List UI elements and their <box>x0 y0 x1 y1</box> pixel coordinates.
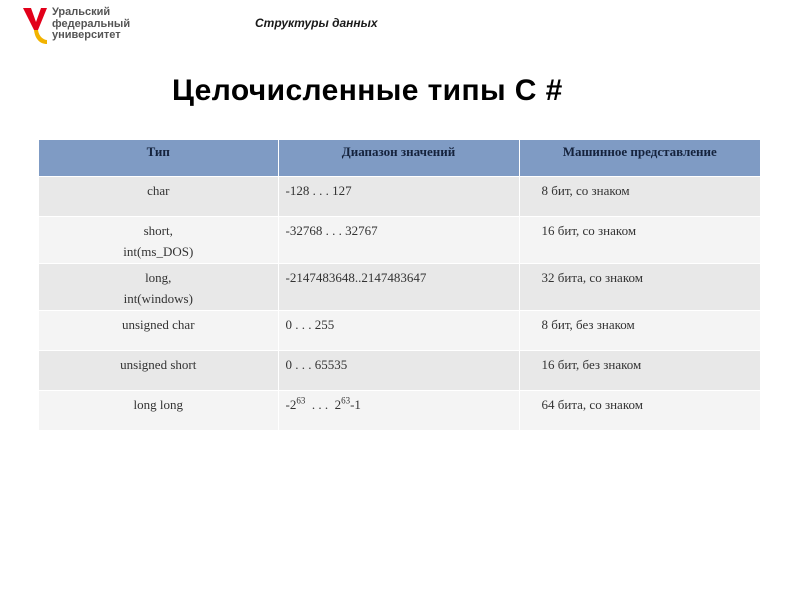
type-name: long long <box>133 396 183 412</box>
representation-cell: 8 бит, со знаком <box>519 176 760 216</box>
representation-cell: 32 бита, со знаком <box>519 263 760 310</box>
ural-federal-university-logo-icon <box>22 6 48 46</box>
type-name-alias: int(windows) <box>123 290 193 306</box>
table-row <box>39 390 760 430</box>
range-max-base: 2 <box>334 396 342 412</box>
range-cell: -2147483648..2147483647 <box>278 263 519 310</box>
integer-types-table <box>39 140 760 430</box>
range-cell: -128 . . . 127 <box>278 176 519 216</box>
logo-line-3: университет <box>52 29 121 41</box>
table-row <box>39 350 760 390</box>
type-name: unsigned short <box>120 356 197 372</box>
type-cell <box>39 350 278 390</box>
logo-line-2: федеральный <box>52 17 131 30</box>
range-max-suffix: -1 <box>350 396 361 412</box>
range-cell <box>278 390 519 430</box>
type-cell <box>39 390 278 430</box>
university-name <box>52 7 130 42</box>
logo-line-1: Уральский <box>52 6 111 18</box>
type-name: unsigned char <box>121 316 195 332</box>
table-row <box>39 263 760 310</box>
type-cell <box>39 263 278 310</box>
type-cell <box>39 176 278 216</box>
representation-cell: 8 бит, без знаком <box>519 310 760 350</box>
range-dots: . . . <box>305 396 335 412</box>
table-body <box>39 176 760 430</box>
table-header-row <box>39 140 760 176</box>
representation-cell: 16 бит, со знаком <box>519 216 760 263</box>
range-cell: -32768 . . . 32767 <box>278 216 519 263</box>
range-min-exponent: 63 <box>296 395 306 406</box>
table-row <box>39 310 760 350</box>
table-row <box>39 176 760 216</box>
type-name: char <box>147 182 170 198</box>
representation-cell: 16 бит, без знаком <box>519 350 760 390</box>
type-name: long, <box>145 269 172 285</box>
representation-cell: 64 бита, со знаком <box>519 390 760 430</box>
type-name-alias: int(ms_DOS) <box>123 243 194 259</box>
type-cell <box>39 310 278 350</box>
range-cell: 0 . . . 255 <box>278 310 519 350</box>
column-header-type: Тип <box>39 140 278 176</box>
column-header-range: Диапазон значений <box>278 140 519 176</box>
table-header <box>39 140 760 176</box>
page-title: Целочисленные типы C # <box>172 74 563 107</box>
type-name: short, <box>143 222 173 238</box>
university-logo <box>22 6 157 50</box>
range-min-base: -2 <box>285 396 297 412</box>
section-label: Структуры данных <box>255 16 378 30</box>
range-cell: 0 . . . 65535 <box>278 350 519 390</box>
column-header-representation: Машинное представление <box>519 140 760 176</box>
range-max-exponent: 63 <box>341 395 351 406</box>
table-row <box>39 216 760 263</box>
type-cell <box>39 216 278 263</box>
